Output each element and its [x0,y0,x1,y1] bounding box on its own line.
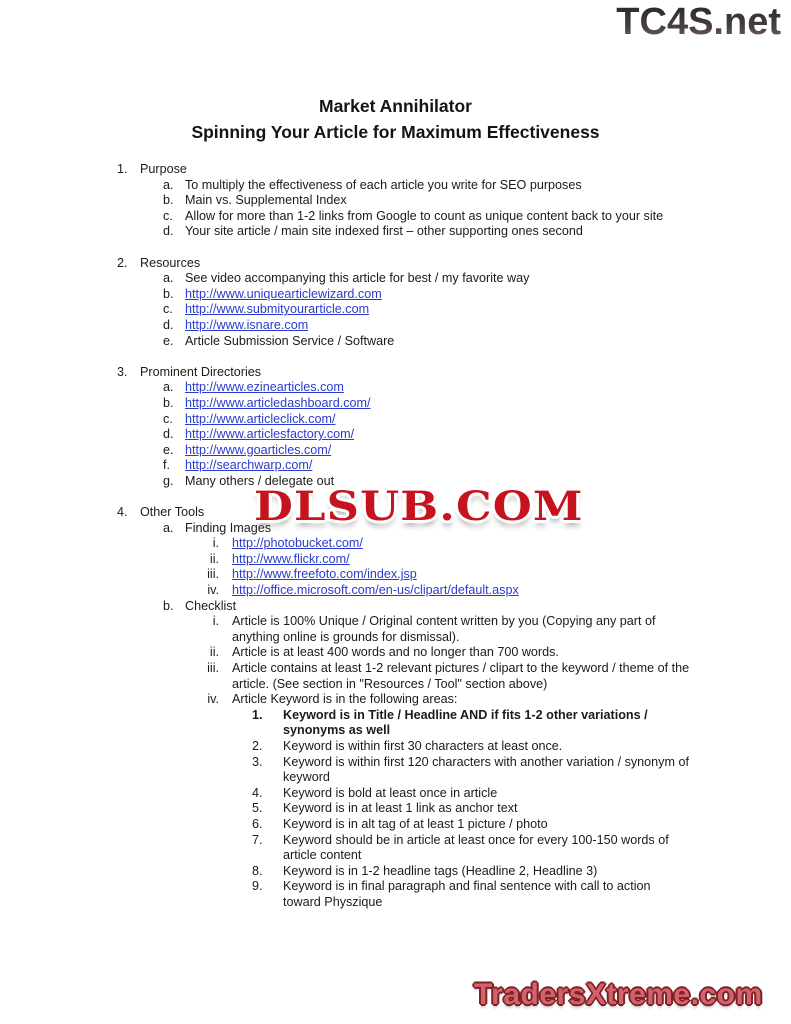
list-marker: 1. [117,162,128,176]
list-marker: f. [163,458,170,473]
list-text: Keyword is in final paragraph and final sentence with call to action toward Physzique [283,879,651,909]
list-marker: c. [163,411,173,426]
list-marker: i. [212,614,219,629]
hyperlink[interactable]: http://photobucket.com/ [232,536,363,551]
hyperlink[interactable]: http://www.freefoto.com/index.jsp [232,567,417,582]
list-row [117,365,691,381]
list-marker: 3. [117,364,128,379]
list-text: Article contains at least 1-2 relevant pictures / clipart to the keyword / theme of the article. (See section in "Resources / Tool" section above) [232,661,690,691]
list-marker: iv. [207,583,219,598]
list-row [117,692,691,708]
list-item [117,801,691,817]
list-row [117,412,691,428]
list-item [117,536,691,552]
list-text: Your site article / main site indexed first – other supporting ones second [185,224,583,239]
list-marker: a. [163,520,174,535]
list-item [117,412,691,428]
list-item [117,318,691,334]
list-text: Checklist [185,598,237,613]
hyperlink[interactable]: http://www.goarticles.com/ [185,442,332,457]
list-marker: d. [163,317,174,332]
list-item [117,287,691,303]
list-marker: b. [163,286,174,301]
list-marker: e. [163,442,174,457]
list-text: Article Submission Service / Software [185,333,395,348]
hyperlink[interactable]: http://www.isnare.com [185,317,309,332]
list-row [117,801,691,817]
list-marker: i. [212,536,219,551]
list-item [117,552,691,568]
list-row [117,256,691,272]
list-row [117,334,691,350]
list-text: Keyword is in Title / Headline AND if fits 1-2 other variations / synonyms as well [283,707,648,738]
list-text: Article Keyword is in the following areas: [232,692,458,707]
list-row [117,427,691,443]
hyperlink[interactable]: http://www.uniquearticlewizard.com [185,286,382,301]
list-text: Main vs. Supplemental Index [185,193,347,208]
hyperlink[interactable]: http://www.ezinearticles.com [185,380,344,395]
hyperlink[interactable]: http://www.flickr.com/ [232,551,350,566]
list-row [117,645,691,661]
list-text: Purpose [140,162,187,176]
list-row [117,287,691,303]
list-text: Keyword is within first 120 characters with another variation / synonym of keyword [283,754,689,785]
list-row [117,552,691,568]
list-item [117,178,691,194]
list-marker: a. [163,177,174,192]
list-item [117,162,691,240]
list-item [117,334,691,350]
list-row [117,458,691,474]
list-item [117,427,691,443]
list-children [117,708,691,911]
list-marker: 2. [252,738,263,753]
list-row [117,583,691,599]
list-item [117,755,691,786]
list-marker: iii. [207,567,219,582]
list-text: Prominent Directories [140,364,262,379]
list-marker: d. [163,427,174,442]
list-marker: 6. [252,816,263,831]
list-item [117,708,691,739]
list-text: Keyword is bold at least once in article [283,785,498,800]
list-children [117,614,691,910]
list-marker: b. [163,193,174,208]
list-item [117,256,691,350]
list-marker: iii. [207,661,219,675]
list-item [117,879,691,910]
list-row [117,864,691,880]
list-text: Many others / delegate out [185,473,335,488]
list-row [117,193,691,209]
list-children [117,380,691,489]
list-item [117,739,691,755]
hyperlink[interactable]: http://www.submityourarticle.com [185,302,370,317]
list-text: Keyword is in at least 1 link as anchor text [283,801,518,816]
hyperlink[interactable]: http://www.articleclick.com/ [185,411,336,426]
list-marker: c. [163,302,173,317]
list-item [117,786,691,802]
list-marker: 4. [252,785,263,800]
list-row [117,786,691,802]
list-item [117,302,691,318]
list-row [117,224,691,240]
watermark-tradersxtreme: TradersXtreme.com [474,978,763,1011]
list-row [117,879,691,910]
list-marker: c. [163,208,173,223]
list-row [117,708,691,739]
list-item [117,271,691,287]
list-item [117,833,691,864]
list-marker: 1. [252,707,263,722]
list-marker: a. [163,271,174,286]
list-text: Keyword is within first 30 characters at least once. [283,738,563,753]
list-item [117,521,691,599]
list-row [117,817,691,833]
list-children [117,521,691,911]
hyperlink[interactable]: http://www.articlesfactory.com/ [185,427,355,442]
list-item [117,599,691,911]
list-marker: e. [163,333,174,348]
list-marker: 4. [117,505,128,520]
list-row [117,599,691,615]
list-children [117,536,691,598]
list-text: Allow for more than 1-2 links from Google to count as unique content back to your site [185,208,664,223]
list-row [117,209,691,225]
list-marker: g. [163,473,174,488]
list-marker: 9. [252,879,263,894]
hyperlink[interactable]: http://searchwarp.com/ [185,458,313,473]
list-marker: a. [163,380,174,395]
list-row [117,318,691,334]
list-item [117,614,691,645]
list-marker: 5. [252,801,263,816]
list-text: Keyword should be in article at least once for every 100-150 words of article content [283,832,669,863]
list-marker: d. [163,224,174,239]
list-text: Article is at least 400 words and no longer than 700 words. [232,645,559,660]
list-item [117,224,691,240]
list-children [117,178,691,240]
list-item [117,193,691,209]
list-marker: b. [163,395,174,410]
list-row [117,567,691,583]
list-marker: 7. [252,832,263,847]
title-line-2: Spinning Your Article for Maximum Effectiveness [191,122,600,142]
watermark-dlsub: DLSUB.COM [254,483,584,530]
list-text: Finding Images [185,520,272,535]
list-row [117,833,691,864]
list-item [117,864,691,880]
list-row [117,162,691,178]
list-row [117,661,691,692]
list-item [117,458,691,474]
hyperlink[interactable]: http://www.articledashboard.com/ [185,395,371,410]
list-item [117,817,691,833]
list-marker: b. [163,598,174,613]
list-marker: ii. [209,645,219,660]
hyperlink[interactable]: http://office.microsoft.com/en-us/clipart/default.aspx [232,583,519,598]
list-item [117,645,691,661]
list-text: To multiply the effectiveness of each article you write for SEO purposes [185,177,582,192]
list-text: Keyword is in 1-2 headline tags (Headline 2, Headline 3) [283,863,598,878]
list-item [117,661,691,692]
list-row [117,302,691,318]
list-item [117,692,691,910]
list-text: Resources [140,255,201,270]
list-item [117,505,691,910]
list-item [117,209,691,225]
outline [117,162,691,911]
list-item [117,567,691,583]
list-marker: 2. [117,255,128,270]
list-row [117,178,691,194]
list-text: Article is 100% Unique / Original content written by you (Copying any part of anything online is grounds for dismissal). [232,614,656,644]
list-row [117,380,691,396]
list-row [117,271,691,287]
list-marker: ii. [209,551,219,566]
list-text: Keyword is in alt tag of at least 1 picture / photo [283,816,548,831]
list-row [117,614,691,645]
list-item [117,396,691,412]
list-row [117,396,691,412]
list-item [117,443,691,459]
list-row [117,739,691,755]
list-marker: 8. [252,863,263,878]
list-marker: 3. [252,754,263,769]
list-item [117,583,691,599]
list-row [117,536,691,552]
list-row [117,755,691,786]
list-text: See video accompanying this article for best / my favorite way [185,271,530,286]
list-text: Other Tools [140,505,205,520]
site-logo-tc4s: TC4S.net [616,1,781,43]
list-marker: iv. [207,692,219,707]
list-children [117,271,691,349]
list-item [117,365,691,490]
title-line-1: Market Annihilator [319,96,472,116]
list-row [117,443,691,459]
list-item [117,380,691,396]
